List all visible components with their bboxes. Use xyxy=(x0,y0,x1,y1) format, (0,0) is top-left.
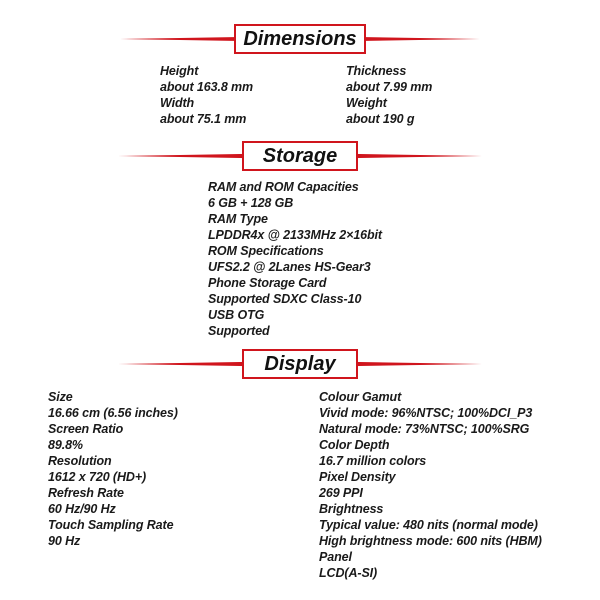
spec-line: UFS2.2 @ 2Lanes HS-Gear3 xyxy=(208,260,371,274)
spec-line: 89.8% xyxy=(48,438,83,452)
spec-line: 16.66 cm (6.56 inches) xyxy=(48,406,178,420)
dimensions-title: Dimensions xyxy=(234,24,366,54)
spec-line: Typical value: 480 nits (normal mode) xyxy=(319,518,538,532)
storage-header xyxy=(0,139,600,175)
display-header xyxy=(0,347,600,383)
spec-line: USB OTG xyxy=(208,308,265,322)
spec-line: LCD(A-SI) xyxy=(319,566,378,580)
spec-line: High brightness mode: 600 nits (HBM) xyxy=(319,534,542,548)
spec-line: Screen Ratio xyxy=(48,422,124,436)
spec-line: Touch Sampling Rate xyxy=(48,518,174,532)
spec-line: 6 GB + 128 GB xyxy=(208,196,294,210)
spec-line: Size xyxy=(48,390,73,404)
spec-line: Thickness xyxy=(346,64,407,78)
display-title: Display xyxy=(242,349,358,379)
spec-line: Width xyxy=(160,96,195,110)
storage-title: Storage xyxy=(242,141,358,171)
spec-line: Panel xyxy=(319,550,352,564)
spec-line: RAM Type xyxy=(208,212,268,226)
spec-line: Weight xyxy=(346,96,387,110)
spec-line: Colour Gamut xyxy=(319,390,402,404)
spec-line: LPDDR4x @ 2133MHz 2×16bit xyxy=(208,228,382,242)
spec-line: Resolution xyxy=(48,454,112,468)
spec-line: about 190 g xyxy=(346,112,415,126)
display-right-column xyxy=(319,389,542,581)
spec-line: ROM Specifications xyxy=(208,244,324,258)
spec-line: RAM and ROM Capacities xyxy=(208,180,359,194)
spec-line: about 163.8 mm xyxy=(160,80,254,94)
dimensions-header xyxy=(0,22,600,58)
storage-column xyxy=(208,179,382,339)
spec-line: about 75.1 mm xyxy=(160,112,247,126)
spec-line: Natural mode: 73%NTSC; 100%SRG xyxy=(319,422,530,436)
dimensions-right-column xyxy=(346,63,432,127)
display-left-column xyxy=(48,389,178,549)
spec-line: 60 Hz/90 Hz xyxy=(48,502,116,516)
spec-line: 1612 x 720 (HD+) xyxy=(48,470,147,484)
spec-line: 90 Hz xyxy=(48,534,81,548)
spec-line: Refresh Rate xyxy=(48,486,124,500)
spec-line: Supported SDXC Class-10 xyxy=(208,292,362,306)
spec-line: Phone Storage Card xyxy=(208,276,327,290)
spec-line: Pixel Density xyxy=(319,470,396,484)
spec-line: Vivid mode: 96%NTSC; 100%DCI_P3 xyxy=(319,406,533,420)
spec-line: Brightness xyxy=(319,502,384,516)
spec-line: 16.7 million colors xyxy=(319,454,427,468)
spec-line: Height xyxy=(160,64,199,78)
spec-line: 269 PPI xyxy=(319,486,363,500)
spec-line: about 7.99 mm xyxy=(346,80,433,94)
dimensions-left-column xyxy=(160,63,253,127)
spec-line: Supported xyxy=(208,324,270,338)
spec-line: Color Depth xyxy=(319,438,390,452)
